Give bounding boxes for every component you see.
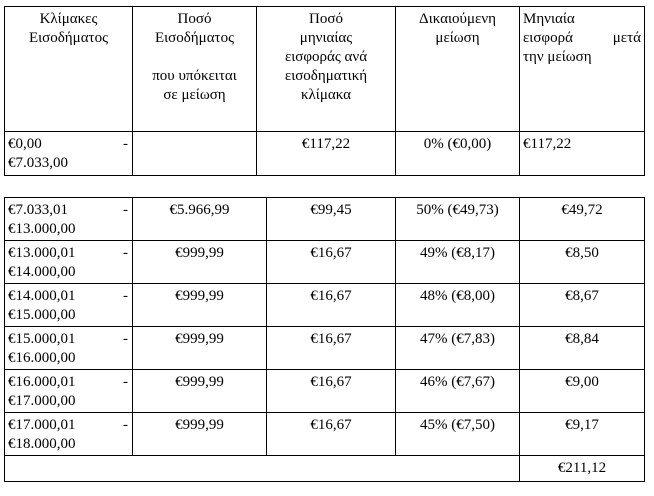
range-cell	[5, 327, 133, 370]
monthly-value: €16,67	[310, 245, 352, 261]
range-dash: -	[123, 288, 128, 304]
reduction-cell	[396, 327, 520, 370]
amount-cell	[133, 132, 257, 176]
reduction-value: 45% (€7,50)	[420, 417, 495, 433]
amount-value: €999,99	[175, 374, 224, 390]
reduction-value: 50% (€49,73)	[416, 202, 499, 218]
amount-cell	[133, 370, 267, 413]
monthly-cell: €117,22	[257, 132, 396, 176]
range-from: €17.000,01	[8, 417, 76, 433]
after-cell	[520, 241, 645, 284]
header-entitled-reduction	[396, 7, 520, 132]
range-dash: -	[123, 331, 128, 347]
monthly-cell	[267, 284, 396, 327]
monthly-value: €16,67	[310, 374, 352, 390]
range-cell	[5, 413, 133, 456]
reduction-value: 47% (€7,83)	[420, 331, 495, 347]
range-from: €13.000,01	[8, 245, 76, 261]
monthly-value: €99,45	[310, 202, 352, 218]
table-row	[5, 370, 645, 413]
range-dash: -	[123, 417, 128, 433]
range-cell	[5, 198, 133, 241]
range-to: €15.000,00	[8, 307, 76, 323]
after-value: €8,50	[565, 245, 599, 261]
header-after-line2b: μετά	[612, 30, 641, 46]
header-income-amount-line3: που υπόκειται	[152, 68, 237, 84]
reduction-value: 49% (€8,17)	[420, 245, 495, 261]
monthly-cell	[267, 327, 396, 370]
header-income-amount	[133, 7, 257, 132]
header-reduction-line2: μείωση	[435, 30, 480, 46]
amount-value: €999,99	[175, 288, 224, 304]
after-cell	[520, 370, 645, 413]
header-monthly-line1: Ποσό	[309, 11, 343, 27]
reduction-cell: 0% (€0,00)	[396, 132, 520, 176]
header-income-amount-line1: Ποσό	[177, 11, 212, 27]
header-income-brackets	[5, 7, 133, 132]
range-cell	[5, 132, 133, 176]
brackets-body	[5, 198, 645, 456]
table-row	[5, 198, 645, 241]
table-row	[5, 241, 645, 284]
range-cell	[5, 241, 133, 284]
amount-cell	[133, 327, 267, 370]
header-after-line2a: εισφορά	[523, 30, 573, 46]
total-row	[5, 456, 645, 482]
header-row	[5, 7, 645, 132]
range-to: €16.000,00	[8, 350, 76, 366]
header-monthly-line5: κλίμακα	[300, 87, 352, 103]
total-cell	[520, 456, 645, 482]
range-to: €17.000,00	[8, 393, 76, 409]
table-row	[5, 413, 645, 456]
after-value: €8,67	[565, 288, 599, 304]
reduction-cell	[396, 198, 520, 241]
amount-cell	[133, 241, 267, 284]
header-reduction-line1: Δικαιούμενη	[419, 11, 496, 27]
range-to: €13.000,00	[8, 221, 76, 237]
after-value: €49,72	[561, 202, 603, 218]
range-dash: -	[123, 136, 128, 152]
range-from: €16.000,01	[8, 374, 76, 390]
table-row	[5, 284, 645, 327]
reduction-cell	[396, 370, 520, 413]
range-dash: -	[123, 374, 128, 390]
table-row	[5, 327, 645, 370]
amount-cell	[133, 284, 267, 327]
after-value: €9,00	[565, 374, 599, 390]
range-to: €14.000,00	[8, 264, 76, 280]
range-cell	[5, 370, 133, 413]
header-table	[4, 6, 645, 176]
total-empty-cell	[5, 456, 520, 482]
range-to: €7.033,00	[8, 155, 68, 171]
total-value: €211,12	[557, 460, 607, 476]
after-value: €9,17	[565, 417, 599, 433]
monthly-value: €16,67	[310, 331, 352, 347]
header-after-reduction	[520, 7, 645, 132]
after-cell: €117,22	[520, 132, 645, 176]
after-cell	[520, 327, 645, 370]
monthly-cell	[267, 241, 396, 284]
header-monthly-line4: εισοδηματική	[284, 68, 368, 84]
header-after-line2	[523, 29, 641, 48]
range-from: €15.000,01	[8, 331, 76, 347]
monthly-value: €16,67	[310, 288, 352, 304]
header-income-brackets-line2: Εισοδήματος	[28, 30, 109, 46]
reduction-value: 48% (€8,00)	[420, 288, 495, 304]
header-monthly-line3: εισφοράς ανά	[284, 49, 368, 65]
range-dash: -	[123, 202, 128, 218]
reduction-value: 46% (€7,67)	[420, 374, 495, 390]
range-from: €7.033,01	[8, 202, 68, 218]
amount-cell	[133, 413, 267, 456]
monthly-value: €16,67	[310, 417, 352, 433]
reduction-cell	[396, 241, 520, 284]
header-income-amount-line4: σε μείωση	[163, 87, 226, 103]
range-cell	[5, 284, 133, 327]
range-from: €0,00	[8, 136, 42, 152]
after-value: €8,84	[565, 331, 599, 347]
after-cell	[520, 198, 645, 241]
header-monthly-contribution	[257, 7, 396, 132]
after-cell	[520, 284, 645, 327]
header-income-brackets-line1: Κλίμακες	[39, 11, 98, 27]
monthly-cell	[267, 198, 396, 241]
amount-cell	[133, 198, 267, 241]
monthly-cell	[267, 370, 396, 413]
after-cell	[520, 413, 645, 456]
amount-value: €999,99	[175, 245, 224, 261]
table-row	[5, 132, 645, 176]
reduction-cell	[396, 284, 520, 327]
amount-value: €999,99	[175, 331, 224, 347]
header-after-line1: Μηνιαία	[523, 11, 575, 27]
brackets-table	[4, 197, 645, 482]
header-after-line3: την μείωση	[523, 49, 592, 65]
range-dash: -	[123, 245, 128, 261]
monthly-cell	[267, 413, 396, 456]
reduction-cell	[396, 413, 520, 456]
header-monthly-line2: μηνιαίας	[299, 30, 353, 46]
amount-value: €999,99	[175, 417, 224, 433]
range-from: €14.000,01	[8, 288, 76, 304]
amount-value: €5.966,99	[169, 202, 230, 218]
header-income-amount-line2: Εισοδήματος	[154, 30, 235, 46]
range-to: €18.000,00	[8, 436, 76, 452]
